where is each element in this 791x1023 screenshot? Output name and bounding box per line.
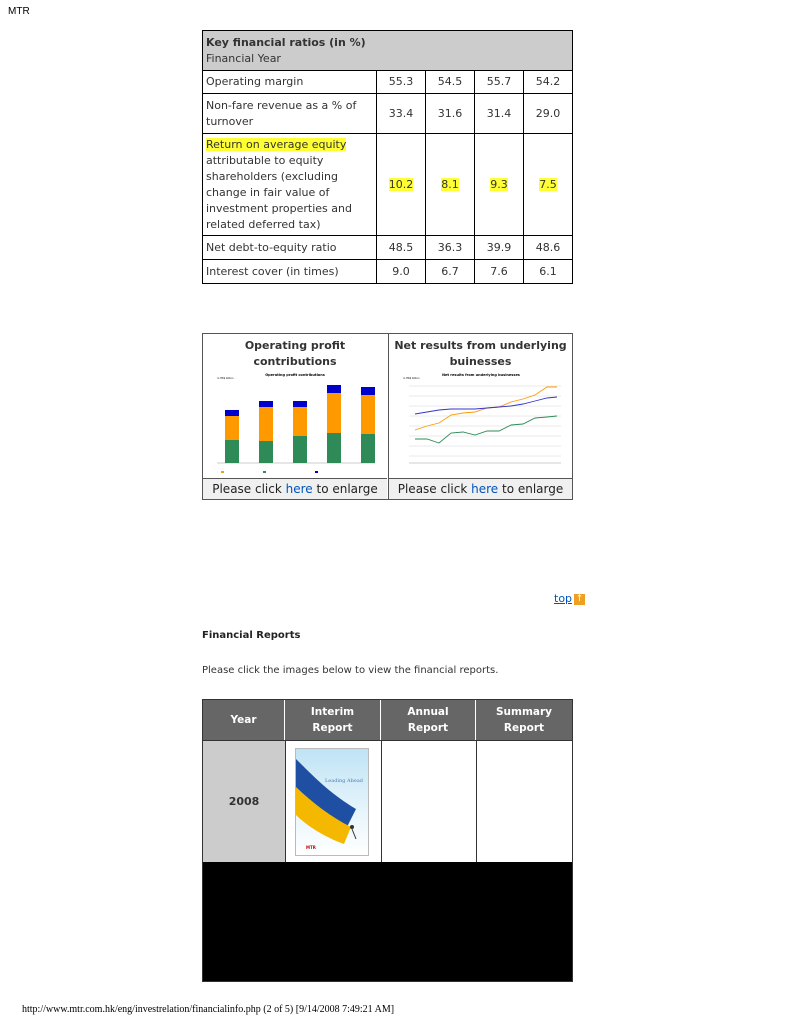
- net-results-thumbnail[interactable]: [397, 371, 565, 476]
- reports-header-row: [203, 700, 572, 740]
- year-cell: 2008: [203, 740, 285, 862]
- enlarge-caption: Please click here to enlarge: [203, 478, 387, 499]
- row-label: Net debt-to-equity ratio: [203, 236, 377, 260]
- net-results-panel: [388, 334, 572, 499]
- interim-report-cell: [285, 740, 381, 862]
- cell-value: 10.2: [377, 134, 426, 236]
- enlarge-link[interactable]: here: [471, 482, 499, 496]
- page-footer-url: http://www.mtr.com.hk/eng/investrelation/financialinfo.php (2 of 5) [9/14/2008 7:49:21 AM]: [22, 1004, 395, 1015]
- cell-value: 31.4: [475, 94, 524, 134]
- cell-value: 48.6: [524, 236, 573, 260]
- top-link[interactable]: top: [554, 592, 573, 605]
- net-results-title: Net results from underlying buinesses: [394, 339, 567, 368]
- cell-value: 39.9: [475, 236, 524, 260]
- svg-text:in HK$ billion: in HK$ billion: [217, 377, 234, 380]
- cell-value: 7.5: [524, 134, 573, 236]
- operating-profit-panel: [203, 334, 387, 499]
- table-row: [203, 71, 573, 94]
- cell-value: 54.5: [426, 71, 475, 94]
- table-row: [203, 134, 573, 236]
- table-title: Key financial ratios (in %): [206, 35, 366, 49]
- operating-profit-thumbnail[interactable]: [211, 371, 379, 476]
- cell-value: 36.3: [426, 236, 475, 260]
- row-label: [203, 134, 377, 236]
- highlighted-label: Return on average equity: [206, 137, 347, 151]
- charts-panel: [202, 333, 573, 500]
- svg-text:in HK$ billion: in HK$ billion: [403, 377, 420, 380]
- cell-value: 48.5: [377, 236, 426, 260]
- report-cover-image: [296, 749, 369, 856]
- row-label-rest: attributable to equity shareholders (excluding change in fair value of investment properties and related deferred tax): [206, 153, 352, 231]
- table-row: [203, 236, 573, 260]
- blank-block: [203, 862, 572, 981]
- operating-profit-chart-icon: [211, 371, 379, 476]
- financial-ratios-table: [202, 30, 573, 284]
- financial-reports-description: Please click the images below to view the financial reports.: [202, 665, 499, 676]
- header-summary-report: Summary Report: [495, 706, 553, 734]
- header-year: Year: [203, 700, 285, 740]
- cell-value: 9.0: [377, 260, 426, 284]
- header-annual-report: Annual Report: [381, 700, 476, 740]
- cell-value: 6.1: [524, 260, 573, 284]
- annual-report-cell: [381, 740, 476, 862]
- summary-report-cell: [476, 740, 572, 862]
- enlarge-link[interactable]: here: [285, 482, 313, 496]
- table-row: [203, 94, 573, 134]
- enlarge-caption: Please click here to enlarge: [389, 478, 572, 499]
- cover-text: Leading Ahead: [324, 778, 364, 784]
- operating-profit-title: Operating profit contributions: [244, 339, 346, 368]
- cell-value: 54.2: [524, 71, 573, 94]
- cell-value: 33.4: [377, 94, 426, 134]
- cell-value: 29.0: [524, 94, 573, 134]
- interim-report-cover[interactable]: [295, 748, 369, 856]
- cell-value: 31.6: [426, 94, 475, 134]
- cell-value: 9.3: [475, 134, 524, 236]
- row-label: Interest cover (in times): [203, 260, 377, 284]
- cell-value: 55.7: [475, 71, 524, 94]
- financial-reports-heading: Financial Reports: [202, 630, 301, 641]
- row-label: Non-fare revenue as a % of turnover: [203, 94, 377, 134]
- cell-value: 55.3: [377, 71, 426, 94]
- net-results-chart-icon: [397, 371, 565, 476]
- window-title: MTR: [8, 6, 30, 17]
- financial-reports-table: [202, 699, 573, 982]
- cell-value: 8.1: [426, 134, 475, 236]
- svg-text:Net results from underlying bu: Net results from underlying businesses: [442, 373, 520, 377]
- table-header: [203, 31, 573, 71]
- header-interim-report: Interim Report: [285, 700, 381, 740]
- cell-value: 7.6: [475, 260, 524, 284]
- row-label: Operating margin: [203, 71, 377, 94]
- cell-value: 6.7: [426, 260, 475, 284]
- table-subtitle: Financial Year: [206, 51, 281, 65]
- cover-brand: MTR: [306, 845, 316, 850]
- svg-text:Operating profit contributions: Operating profit contributions: [265, 373, 325, 377]
- table-row: [203, 260, 573, 284]
- arrow-up-icon[interactable]: ↑: [575, 594, 584, 604]
